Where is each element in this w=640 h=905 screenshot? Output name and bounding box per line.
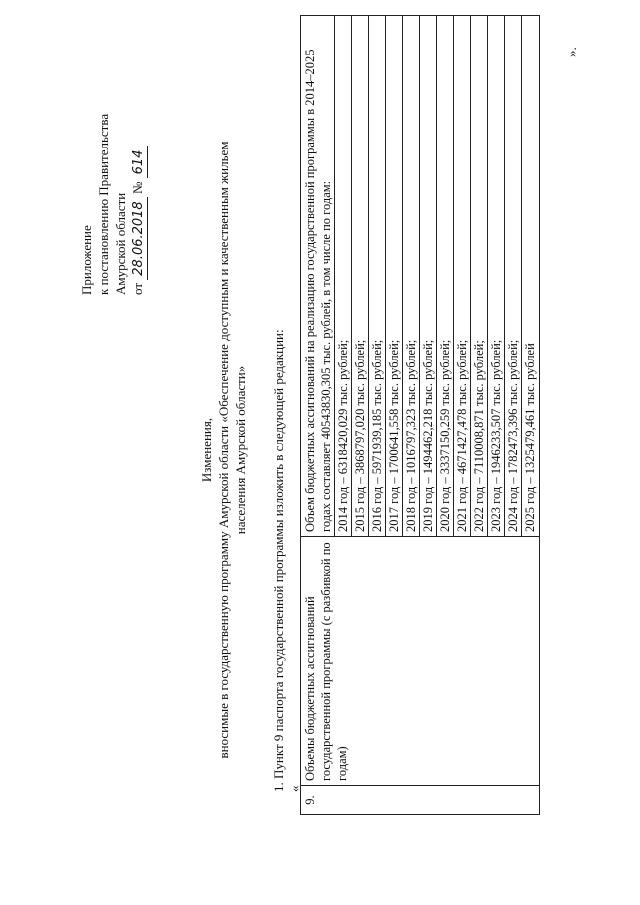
date-prefix: от [130, 282, 145, 295]
row-label: Объемы бюджетных ассигнований государственной программы (с разбивкой по годам) [301, 537, 540, 786]
row-number: 9. [301, 786, 540, 815]
funding-summary: Объем бюджетных ассигнований на реализацию государственной программы в 2014–2025 годах составляет 40543830,305 тыс. рублей, в том числе по годам: [302, 16, 335, 536]
intro-paragraph: 1. Пункт 9 паспорта государственной программы изложить в следующей редакции: [271, 329, 286, 792]
title-line-3: населения Амурской области» [233, 365, 248, 535]
year-row: 2016 год – 5971939,185 тыс. рублей; [369, 16, 386, 536]
year-row: 2014 год – 6318420,029 тыс. рублей; [335, 16, 352, 536]
title-line-1: Изменения, [199, 417, 214, 483]
year-row: 2019 год – 1494462,218 тыс. рублей; [420, 16, 437, 536]
year-row: 2021 год – 4671427,478 тыс. рублей; [454, 16, 471, 536]
appendix-line-3: Амурской области [113, 192, 128, 295]
appendix-block [78, 5, 148, 295]
year-list [335, 20, 538, 532]
opening-quote: « [287, 785, 302, 792]
appendix-date-line [129, 5, 148, 295]
appendix-line-2: к постановлению Правительства [96, 113, 111, 295]
handwritten-number: 614 [130, 146, 148, 179]
year-row: 2018 год – 1016797,323 тыс. рублей; [403, 16, 420, 536]
year-row: 2022 год – 7110008,871 тыс. рублей; [471, 16, 488, 536]
appendix-line-1: Приложение [79, 225, 94, 295]
passport-table [300, 15, 540, 815]
year-row: 2023 год – 1946233,507 тыс. рублей; [488, 16, 505, 536]
table-row [301, 16, 540, 815]
year-row: 2020 год – 3337150,259 тыс. рублей; [437, 16, 454, 536]
year-row: 2015 год – 3868797,020 тыс. рублей; [352, 16, 369, 536]
year-row: 2024 год – 1782473,396 тыс. рублей; [505, 16, 522, 536]
row-content [301, 16, 540, 537]
year-row: 2017 год – 1700641,558 тыс. рублей; [386, 16, 403, 536]
number-prefix: № [130, 181, 145, 195]
title-line-2: вносимые в государственную программу Амурской области «Обеспечение доступным и качественным жильем [216, 141, 231, 759]
year-row: 2025 год – 1325479,461 тыс. рублей [523, 343, 537, 532]
document-title [198, 105, 249, 795]
handwritten-date: 28.06.2018 [130, 197, 148, 279]
closing-quote: ». [564, 47, 579, 57]
